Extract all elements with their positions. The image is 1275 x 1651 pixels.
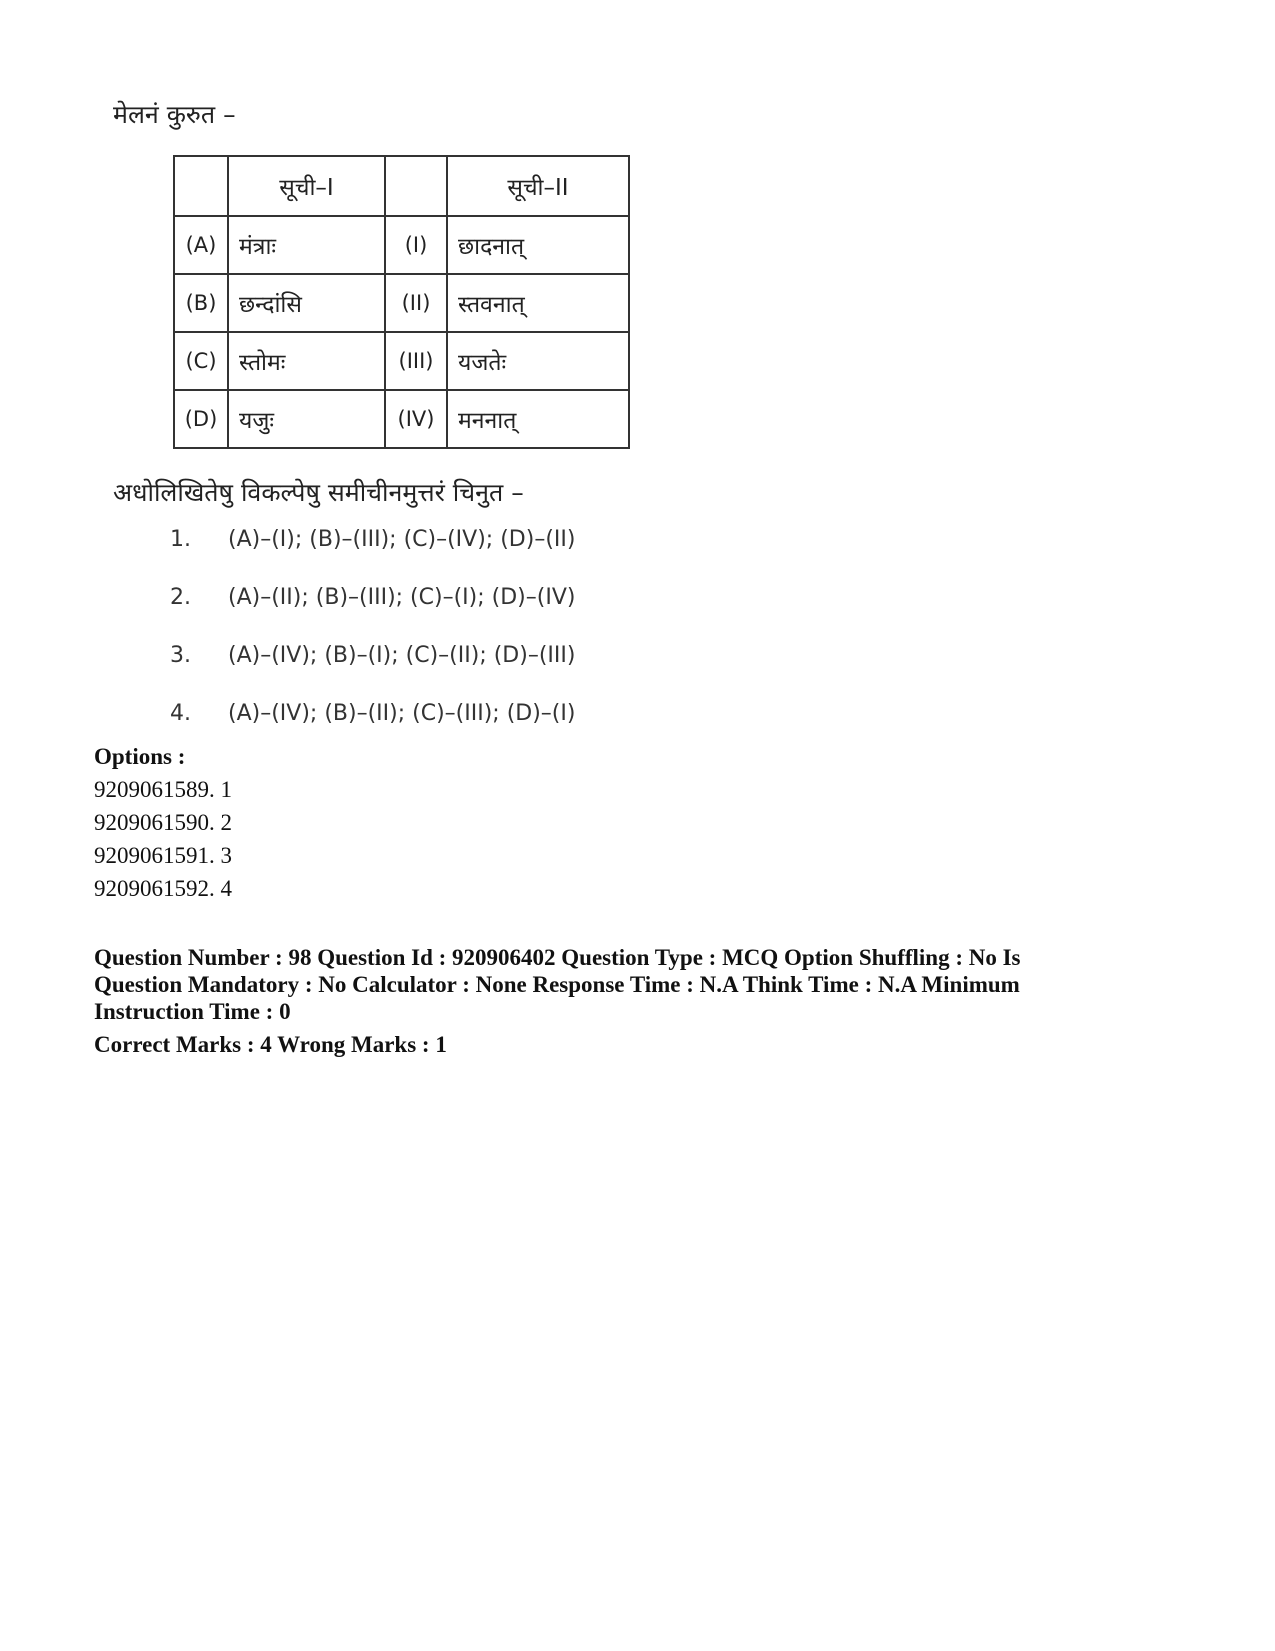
header-blank-cell [174, 156, 228, 216]
list2-header: सूची–II [447, 156, 629, 216]
row-roman-label: (I) [385, 216, 447, 274]
list-item [170, 684, 575, 742]
question-meta [94, 944, 1094, 1058]
row-roman-label: (IV) [385, 390, 447, 448]
row-label: (D) [174, 390, 228, 448]
match-instruction: मेलनं कुरुत – [113, 100, 236, 129]
choice-text: (A)–(IV); (B)–(II); (C)–(III); (D)–(I) [228, 700, 576, 726]
choice-number: 4. [170, 700, 191, 726]
option-item: 9209061589. 1 [94, 777, 232, 802]
choice-text: (A)–(I); (B)–(III); (C)–(IV); (D)–(II) [228, 526, 576, 552]
list1-item: यजुः [228, 390, 385, 448]
table-header-row [174, 156, 629, 216]
question-details: Question Number : 98 Question Id : 920906402 Question Type : MCQ Option Shuffling : No Is Question Mandatory : No Calculator : None Response Time : N.A Think Time : N.A Minimum Instruction Time : 0 [94, 945, 1021, 1024]
table-row [174, 390, 629, 448]
choice-number: 3. [170, 642, 191, 668]
list-item [170, 568, 575, 626]
marks-line: Correct Marks : 4 Wrong Marks : 1 [94, 1032, 447, 1057]
choice-list [170, 510, 575, 742]
row-roman-label: (II) [385, 274, 447, 332]
table-row [174, 274, 629, 332]
list1-item: छन्दांसि [228, 274, 385, 332]
row-label: (A) [174, 216, 228, 274]
options-section [94, 740, 232, 905]
table-row [174, 216, 629, 274]
options-heading: Options : [94, 744, 186, 769]
header-blank-cell [385, 156, 447, 216]
row-label: (B) [174, 274, 228, 332]
row-roman-label: (III) [385, 332, 447, 390]
option-item: 9209061592. 4 [94, 876, 232, 901]
list1-item: मंत्राः [228, 216, 385, 274]
list2-item: मननात् [447, 390, 629, 448]
list2-item: छादनात् [447, 216, 629, 274]
question-image [95, 85, 695, 745]
row-label: (C) [174, 332, 228, 390]
list1-header: सूची–I [228, 156, 385, 216]
list-item [170, 510, 575, 568]
choice-text: (A)–(IV); (B)–(I); (C)–(II); (D)–(III) [228, 642, 576, 668]
choice-number: 1. [170, 526, 191, 552]
list2-item: स्तवनात् [447, 274, 629, 332]
list1-item: स्तोमः [228, 332, 385, 390]
choice-number: 2. [170, 584, 191, 610]
option-item: 9209061590. 2 [94, 810, 232, 835]
table-row [174, 332, 629, 390]
choice-text: (A)–(II); (B)–(III); (C)–(I); (D)–(IV) [228, 584, 576, 610]
option-item: 9209061591. 3 [94, 843, 232, 868]
choose-instruction: अधोलिखितेषु विकल्पेषु समीचीनमुत्तरं चिनुत – [113, 478, 524, 507]
match-table [173, 155, 630, 449]
list2-item: यजतेः [447, 332, 629, 390]
list-item [170, 626, 575, 684]
